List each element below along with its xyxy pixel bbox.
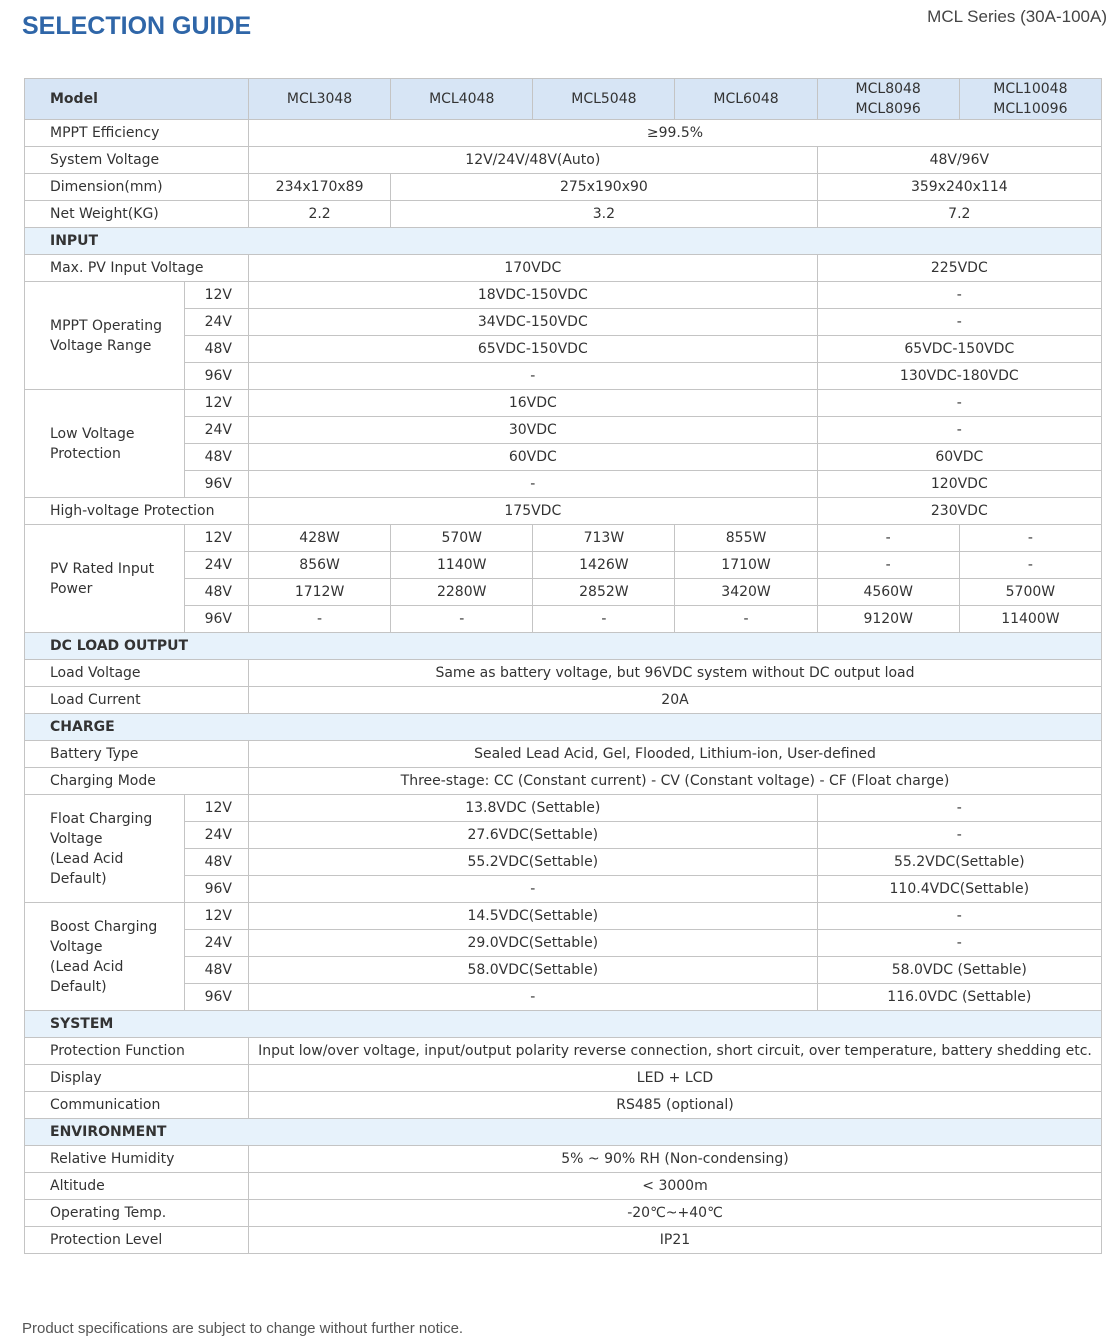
value-cell: 2852W bbox=[533, 579, 675, 606]
value-cell: - bbox=[817, 552, 959, 579]
voltage-label: 24V bbox=[185, 552, 249, 579]
voltage-label: 96V bbox=[185, 984, 249, 1011]
row-label: Altitude bbox=[25, 1173, 249, 1200]
value-cell: 856W bbox=[249, 552, 391, 579]
table-row bbox=[25, 336, 1102, 363]
voltage-label: 48V bbox=[185, 849, 249, 876]
value-cell: 65VDC-150VDC bbox=[249, 336, 818, 363]
table-row bbox=[25, 1146, 1102, 1173]
table-row bbox=[25, 1173, 1102, 1200]
voltage-label: 12V bbox=[185, 390, 249, 417]
value-cell: - bbox=[249, 471, 818, 498]
row-label: Load Current bbox=[25, 687, 249, 714]
model-cell: MCL10048 MCL10096 bbox=[959, 79, 1101, 120]
value-cell: 16VDC bbox=[249, 390, 818, 417]
value-cell: 27.6VDC(Settable) bbox=[249, 822, 818, 849]
voltage-label: 96V bbox=[185, 606, 249, 633]
section-row bbox=[25, 714, 1102, 741]
value-cell: 3.2 bbox=[391, 201, 817, 228]
voltage-label: 96V bbox=[185, 363, 249, 390]
table-row bbox=[25, 417, 1102, 444]
row-label: Net Weight(KG) bbox=[25, 201, 249, 228]
value-cell: - bbox=[817, 282, 1101, 309]
table-row bbox=[25, 741, 1102, 768]
value-cell: 12V/24V/48V(Auto) bbox=[249, 147, 818, 174]
value-cell: 2280W bbox=[391, 579, 533, 606]
table-row bbox=[25, 1227, 1102, 1254]
table-row bbox=[25, 795, 1102, 822]
table-row bbox=[25, 255, 1102, 282]
row-label: Relative Humidity bbox=[25, 1146, 249, 1173]
table-row bbox=[25, 768, 1102, 795]
value-cell: - bbox=[817, 795, 1101, 822]
value-cell: - bbox=[817, 390, 1101, 417]
value-cell: 5700W bbox=[959, 579, 1101, 606]
table-row bbox=[25, 282, 1102, 309]
section-row bbox=[25, 1011, 1102, 1038]
group-label: Boost Charging Voltage (Lead Acid Default) bbox=[25, 903, 185, 1011]
value-cell: < 3000m bbox=[249, 1173, 1102, 1200]
row-label: Charging Mode bbox=[25, 768, 249, 795]
table-row bbox=[25, 579, 1102, 606]
voltage-label: 24V bbox=[185, 417, 249, 444]
table-row bbox=[25, 363, 1102, 390]
value-cell: Same as battery voltage, but 96VDC system without DC output load bbox=[249, 660, 1102, 687]
model-cell: MCL4048 bbox=[391, 79, 533, 120]
value-cell: 65VDC-150VDC bbox=[817, 336, 1101, 363]
table-row bbox=[25, 606, 1102, 633]
value-cell: IP21 bbox=[249, 1227, 1102, 1254]
value-cell: 13.8VDC (Settable) bbox=[249, 795, 818, 822]
section-row bbox=[25, 633, 1102, 660]
footer-note: Product specifications are subject to change without further notice. bbox=[22, 1320, 464, 1337]
table-row bbox=[25, 822, 1102, 849]
table-row bbox=[25, 201, 1102, 228]
table-row bbox=[25, 498, 1102, 525]
row-label: Display bbox=[25, 1065, 249, 1092]
voltage-label: 48V bbox=[185, 957, 249, 984]
value-cell: 570W bbox=[391, 525, 533, 552]
value-cell: - bbox=[249, 606, 391, 633]
row-label: Operating Temp. bbox=[25, 1200, 249, 1227]
row-label: System Voltage bbox=[25, 147, 249, 174]
value-cell: - bbox=[817, 525, 959, 552]
group-label: Float Charging Voltage (Lead Acid Default) bbox=[25, 795, 185, 903]
value-cell: 170VDC bbox=[249, 255, 818, 282]
value-cell: 275x190x90 bbox=[391, 174, 817, 201]
value-cell: 230VDC bbox=[817, 498, 1101, 525]
table-row bbox=[25, 876, 1102, 903]
value-cell: 855W bbox=[675, 525, 817, 552]
row-label: Dimension(mm) bbox=[25, 174, 249, 201]
value-cell: 55.2VDC(Settable) bbox=[817, 849, 1101, 876]
table-row bbox=[25, 525, 1102, 552]
row-label: Communication bbox=[25, 1092, 249, 1119]
value-cell: -20℃~+40℃ bbox=[249, 1200, 1102, 1227]
table-row bbox=[25, 390, 1102, 417]
row-label: Max. PV Input Voltage bbox=[25, 255, 249, 282]
voltage-label: 48V bbox=[185, 336, 249, 363]
value-cell: 4560W bbox=[817, 579, 959, 606]
value-cell: 9120W bbox=[817, 606, 959, 633]
value-cell: - bbox=[249, 876, 818, 903]
value-cell: 1426W bbox=[533, 552, 675, 579]
value-cell: - bbox=[249, 363, 818, 390]
group-label: MPPT Operating Voltage Range bbox=[25, 282, 185, 390]
section-heading: INPUT bbox=[25, 228, 1102, 255]
section-row bbox=[25, 1119, 1102, 1146]
value-cell: 130VDC-180VDC bbox=[817, 363, 1101, 390]
value-cell: 5% ~ 90% RH (Non-condensing) bbox=[249, 1146, 1102, 1173]
value-cell: 18VDC-150VDC bbox=[249, 282, 818, 309]
table-row bbox=[25, 552, 1102, 579]
model-cell: MCL6048 bbox=[675, 79, 817, 120]
value-cell: Input low/over voltage, input/output polarity reverse connection, short circuit, over temperature, battery shedding etc. bbox=[249, 1038, 1102, 1065]
table-row bbox=[25, 1092, 1102, 1119]
value-cell: 7.2 bbox=[817, 201, 1101, 228]
value-cell: LED + LCD bbox=[249, 1065, 1102, 1092]
value-cell: 20A bbox=[249, 687, 1102, 714]
value-cell: RS485 (optional) bbox=[249, 1092, 1102, 1119]
value-cell: 1710W bbox=[675, 552, 817, 579]
table-row bbox=[25, 687, 1102, 714]
voltage-label: 48V bbox=[185, 444, 249, 471]
value-cell: 713W bbox=[533, 525, 675, 552]
value-cell: 359x240x114 bbox=[817, 174, 1101, 201]
table-row bbox=[25, 849, 1102, 876]
value-cell: 1140W bbox=[391, 552, 533, 579]
table-row bbox=[25, 957, 1102, 984]
row-label: Protection Level bbox=[25, 1227, 249, 1254]
value-cell: 58.0VDC(Settable) bbox=[249, 957, 818, 984]
section-heading: DC LOAD OUTPUT bbox=[25, 633, 1102, 660]
value-cell: 55.2VDC(Settable) bbox=[249, 849, 818, 876]
row-label: Battery Type bbox=[25, 741, 249, 768]
value-cell: 29.0VDC(Settable) bbox=[249, 930, 818, 957]
group-label: PV Rated Input Power bbox=[25, 525, 185, 633]
model-cell: MCL5048 bbox=[533, 79, 675, 120]
voltage-label: 96V bbox=[185, 876, 249, 903]
group-label: Low Voltage Protection bbox=[25, 390, 185, 498]
value-cell: 234x170x89 bbox=[249, 174, 391, 201]
voltage-label: 48V bbox=[185, 579, 249, 606]
series-label: MCL Series (30A-100A) bbox=[927, 7, 1107, 26]
table-row bbox=[25, 660, 1102, 687]
value-cell: 48V/96V bbox=[817, 147, 1101, 174]
value-cell: 1712W bbox=[249, 579, 391, 606]
row-label: Load Voltage bbox=[25, 660, 249, 687]
value-cell: - bbox=[249, 984, 818, 1011]
voltage-label: 12V bbox=[185, 903, 249, 930]
value-cell: Sealed Lead Acid, Gel, Flooded, Lithium-ion, User-defined bbox=[249, 741, 1102, 768]
value-cell: - bbox=[959, 552, 1101, 579]
value-cell: - bbox=[817, 903, 1101, 930]
value-cell: - bbox=[817, 822, 1101, 849]
table-row bbox=[25, 471, 1102, 498]
value-cell: 60VDC bbox=[817, 444, 1101, 471]
row-label: High-voltage Protection bbox=[25, 498, 249, 525]
page-title: SELECTION GUIDE bbox=[22, 12, 252, 40]
value-cell: - bbox=[817, 417, 1101, 444]
value-cell: 120VDC bbox=[817, 471, 1101, 498]
section-heading: ENVIRONMENT bbox=[25, 1119, 1102, 1146]
value-cell: 116.0VDC (Settable) bbox=[817, 984, 1101, 1011]
value-cell: - bbox=[533, 606, 675, 633]
table-row bbox=[25, 903, 1102, 930]
model-cell: MCL8048 MCL8096 bbox=[817, 79, 959, 120]
table-row bbox=[25, 120, 1102, 147]
value-cell: Three-stage: CC (Constant current) - CV (Constant voltage) - CF (Float charge) bbox=[249, 768, 1102, 795]
row-label: Protection Function bbox=[25, 1038, 249, 1065]
value-cell: 175VDC bbox=[249, 498, 818, 525]
value-cell: - bbox=[817, 930, 1101, 957]
value-cell: 225VDC bbox=[817, 255, 1101, 282]
value-cell: 34VDC-150VDC bbox=[249, 309, 818, 336]
voltage-label: 12V bbox=[185, 795, 249, 822]
voltage-label: 12V bbox=[185, 525, 249, 552]
model-header-row bbox=[25, 79, 1102, 120]
value-cell: 58.0VDC (Settable) bbox=[817, 957, 1101, 984]
value-cell: 110.4VDC(Settable) bbox=[817, 876, 1101, 903]
row-label: MPPT Efficiency bbox=[25, 120, 249, 147]
section-heading: SYSTEM bbox=[25, 1011, 1102, 1038]
value-cell: - bbox=[675, 606, 817, 633]
value-cell: ≥99.5% bbox=[249, 120, 1102, 147]
model-cell: MCL3048 bbox=[249, 79, 391, 120]
selection-guide-table bbox=[24, 78, 1102, 1254]
table-row bbox=[25, 174, 1102, 201]
value-cell: - bbox=[817, 309, 1101, 336]
value-cell: 14.5VDC(Settable) bbox=[249, 903, 818, 930]
value-cell: - bbox=[391, 606, 533, 633]
table-row bbox=[25, 1200, 1102, 1227]
model-label: Model bbox=[25, 79, 249, 120]
section-row bbox=[25, 228, 1102, 255]
table-row bbox=[25, 444, 1102, 471]
voltage-label: 24V bbox=[185, 822, 249, 849]
voltage-label: 12V bbox=[185, 282, 249, 309]
value-cell: 11400W bbox=[959, 606, 1101, 633]
value-cell: 428W bbox=[249, 525, 391, 552]
table-row bbox=[25, 1065, 1102, 1092]
section-heading: CHARGE bbox=[25, 714, 1102, 741]
table-row bbox=[25, 309, 1102, 336]
table-row bbox=[25, 930, 1102, 957]
table-row bbox=[25, 984, 1102, 1011]
value-cell: 3420W bbox=[675, 579, 817, 606]
value-cell: 30VDC bbox=[249, 417, 818, 444]
value-cell: 2.2 bbox=[249, 201, 391, 228]
value-cell: 60VDC bbox=[249, 444, 818, 471]
value-cell: - bbox=[959, 525, 1101, 552]
voltage-label: 24V bbox=[185, 309, 249, 336]
table-row bbox=[25, 147, 1102, 174]
voltage-label: 24V bbox=[185, 930, 249, 957]
table-row bbox=[25, 1038, 1102, 1065]
voltage-label: 96V bbox=[185, 471, 249, 498]
